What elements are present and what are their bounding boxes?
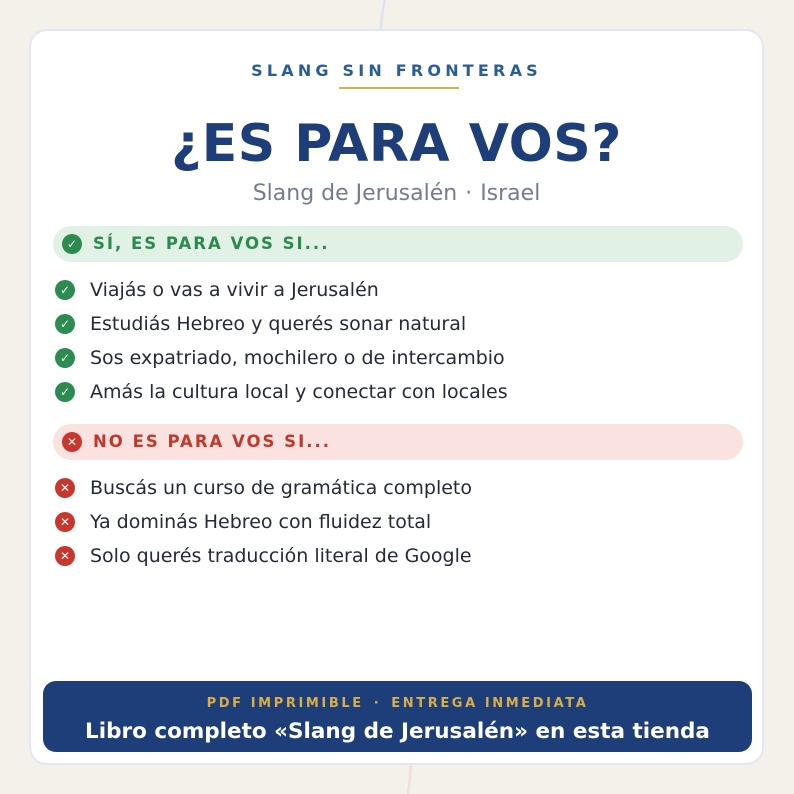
check-circle-icon: ✓ — [55, 280, 75, 300]
footer-tagline — [43, 696, 752, 711]
yes-section-title: SÍ, ES PARA VOS SI... — [93, 234, 330, 253]
x-circle-icon: ✕ — [55, 546, 75, 566]
brand-name: SLANG SIN FRONTERAS — [251, 61, 542, 80]
yes-item-text: Viajás o vas a vivir a Jerusalén — [90, 279, 379, 301]
footer-banner — [43, 681, 752, 752]
footer-separator: · — [373, 696, 382, 711]
x-circle-icon: ✕ — [62, 432, 82, 452]
yes-item-text: Estudiás Hebreo y querés sonar natural — [90, 313, 467, 335]
subtitle-city: Slang de Jerusalén — [252, 181, 458, 206]
check-circle-icon: ✓ — [62, 234, 82, 254]
footer-tag-printable: PDF IMPRIMIBLE — [206, 696, 364, 711]
footer-tag-delivery: ENTREGA INMEDIATA — [391, 696, 589, 711]
subtitle — [31, 181, 762, 206]
no-section-title: NO ES PARA VOS SI... — [93, 432, 332, 451]
check-circle-icon: ✓ — [55, 314, 75, 334]
subtitle-separator: · — [465, 181, 473, 206]
x-circle-icon: ✕ — [55, 512, 75, 532]
yes-item-text: Amás la cultura local y conectar con locales — [90, 381, 508, 403]
check-circle-icon: ✓ — [55, 382, 75, 402]
footer-headline: Libro completo «Slang de Jerusalén» en esta tienda — [85, 719, 710, 744]
yes-item-text: Sos expatriado, mochilero o de intercambio — [90, 347, 505, 369]
content-card — [29, 29, 764, 765]
no-item-text: Ya dominás Hebreo con fluidez total — [90, 511, 432, 533]
check-circle-icon: ✓ — [55, 348, 75, 368]
brand-underline — [339, 87, 459, 89]
no-item-text: Buscás un curso de gramática completo — [90, 477, 472, 499]
x-circle-icon: ✕ — [55, 478, 75, 498]
no-section-header — [53, 424, 743, 460]
no-item-text: Solo querés traducción literal de Google — [90, 545, 472, 567]
subtitle-country: Israel — [480, 181, 541, 206]
yes-section-header — [53, 226, 743, 262]
page-title: ¿ES PARA VOS? — [171, 114, 622, 174]
